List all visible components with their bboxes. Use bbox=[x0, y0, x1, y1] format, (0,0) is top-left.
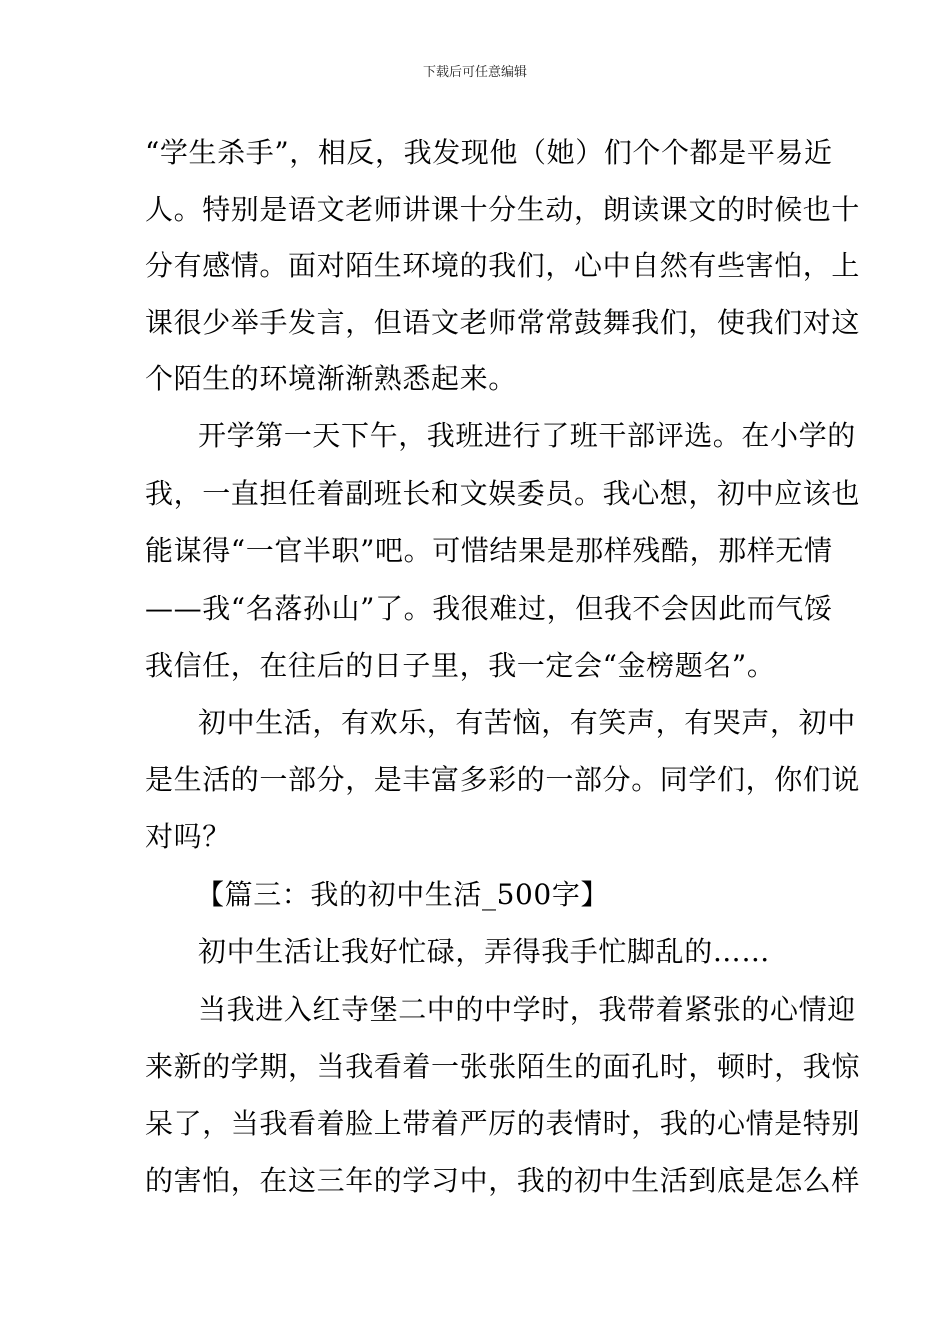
page-header: 下载后可任意编辑 bbox=[422, 65, 527, 80]
paragraph-first-line: 开学第一天下午，我班进行了班干部评选。在小学的 bbox=[198, 419, 856, 452]
text-line: “学生杀手”，相反，我发现他（她）们个个都是平易近 bbox=[145, 136, 833, 169]
text-line: 课很少举手发言，但语文老师常常鼓舞我们，使我们对这 bbox=[145, 306, 861, 339]
text-line: ——我“名落孙山”了。我很难过，但我不会因此而气馁 bbox=[145, 592, 833, 625]
text-line: 是生活的一部分，是丰富多彩的一部分。同学们，你们说 bbox=[145, 763, 861, 796]
text-line: 的害怕，在这三年的学习中，我的初中生活到底是怎么样 bbox=[145, 1164, 861, 1197]
paragraph-first-line: 初中生活，有欢乐，有苦恼，有笑声，有哭声，初中 bbox=[198, 706, 856, 739]
text-line: 人。特别是语文老师讲课十分生动，朗读课文的时候也十 bbox=[145, 193, 861, 226]
text-line: 我，一直担任着副班长和文娱委员。我心想，初中应该也 bbox=[145, 477, 861, 510]
text-line: 对吗？ bbox=[145, 820, 231, 853]
text-line: 能谋得“一官半职”吧。可惜结果是那样残酷，那样无情 bbox=[145, 534, 833, 567]
section-heading: 【篇三：我的初中生活_500字】 bbox=[196, 878, 610, 911]
text-line: 呆了，当我看着脸上带着严厉的表情时，我的心情是特别 bbox=[145, 1107, 861, 1140]
text-line: 来新的学期，当我看着一张张陌生的面孔时，顿时，我惊 bbox=[145, 1050, 861, 1083]
paragraph-first-line: 当我进入红寺堡二中的中学时，我带着紧张的心情迎 bbox=[198, 993, 856, 1026]
paragraph-first-line: 初中生活让我好忙碌，弄得我手忙脚乱的…… bbox=[198, 935, 771, 968]
text-line: 个陌生的环境渐渐熟悉起来。 bbox=[145, 362, 517, 395]
text-line: 我信任，在往后的日子里，我一定会“金榜题名”。 bbox=[145, 649, 776, 682]
text-line: 分有感情。面对陌生环境的我们，心中自然有些害怕，上 bbox=[145, 249, 861, 282]
